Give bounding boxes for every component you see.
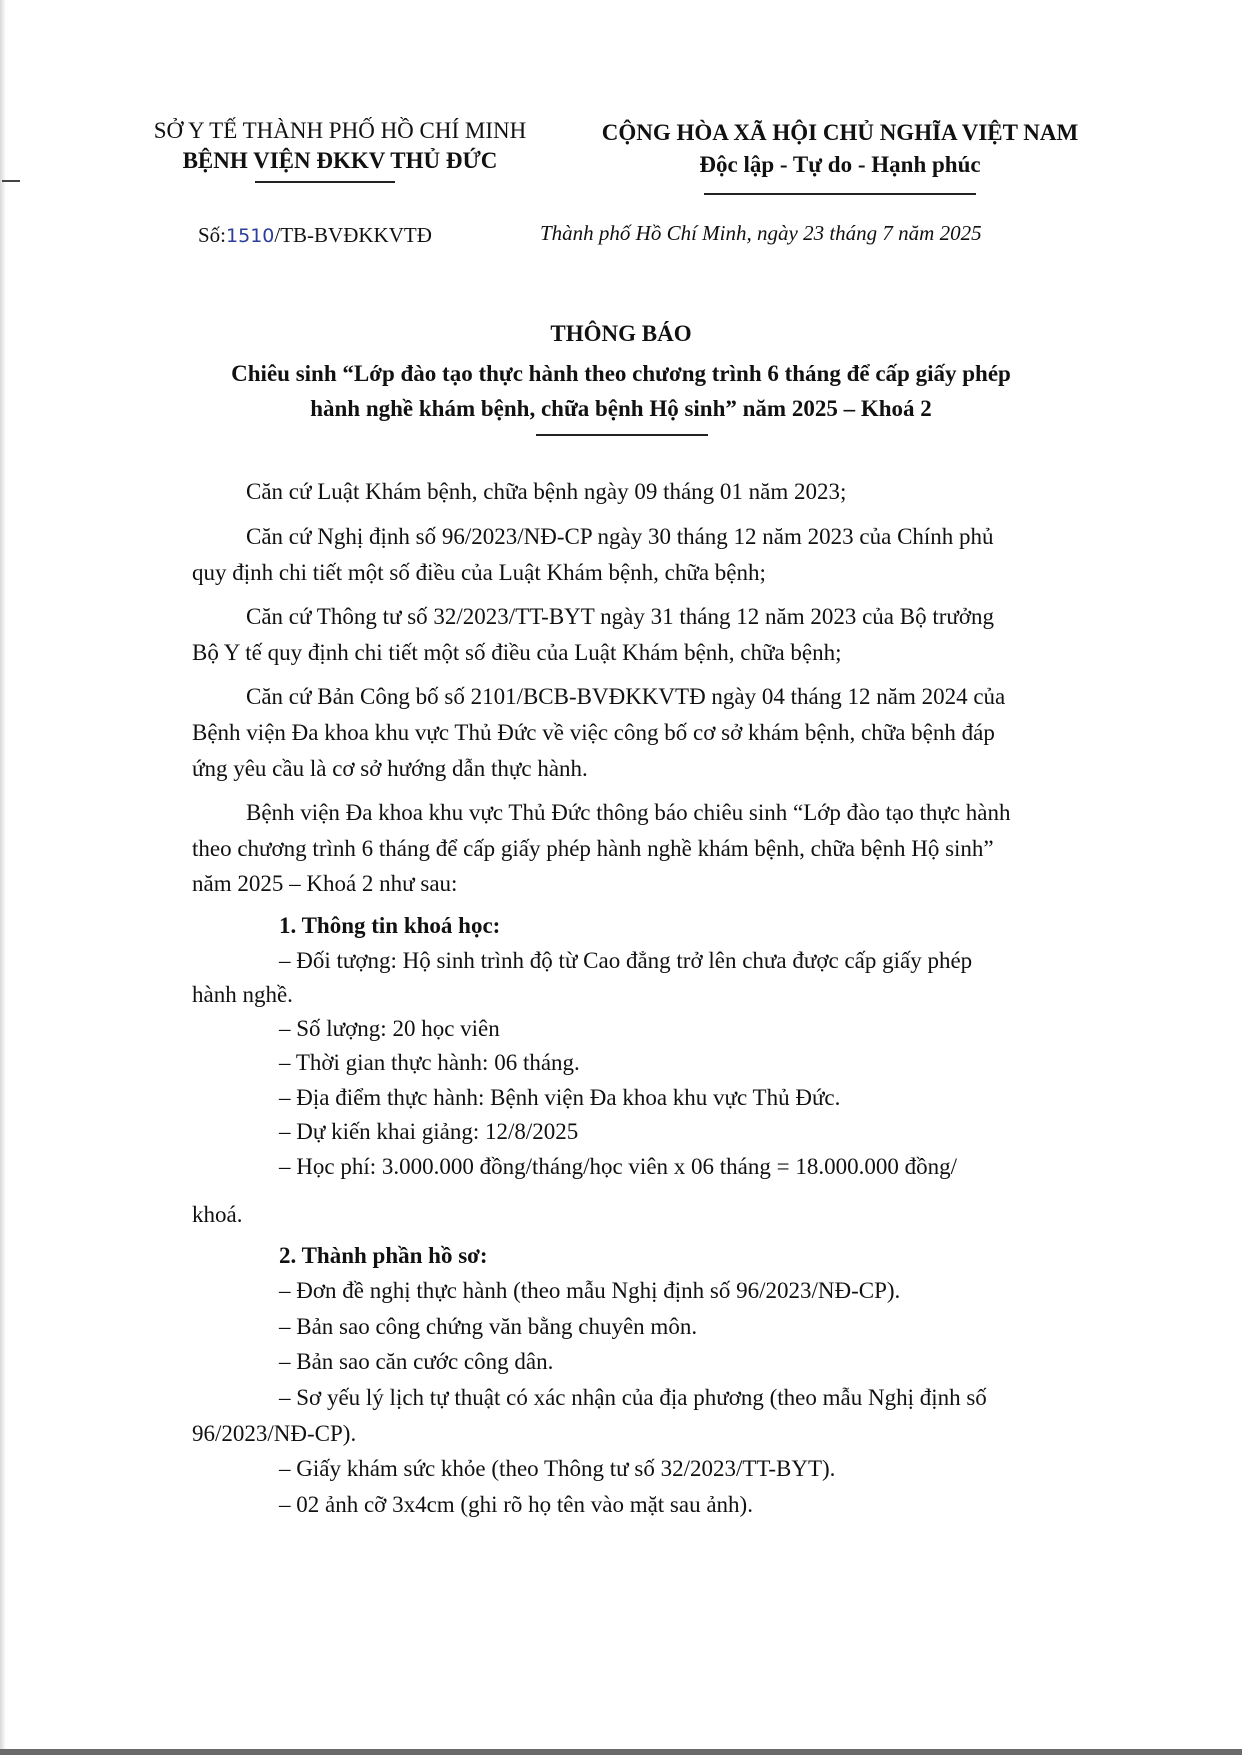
section1-item: – Dự kiến khai giảng: 12/8/2025 [279,1119,579,1144]
header-right-underline [704,193,976,195]
section1-item: khoá. [192,1202,243,1227]
section2-title: 2. Thành phần hồ sơ: [279,1243,488,1268]
document-date: Thành phố Hồ Chí Minh, ngày 23 tháng 7 năm 2025 [540,221,982,245]
intro-line: Bệnh viện Đa khoa khu vực Thủ Đức thông báo chiêu sinh “Lớp đào tạo thực hành [246,800,1011,825]
intro-line: năm 2025 – Khoá 2 như sau: [192,871,458,896]
basis-line: Căn cứ Thông tư số 32/2023/TT-BYT ngày 31 tháng 12 năm 2023 của Bộ trưởng [246,604,995,629]
intro-line: theo chương trình 6 tháng để cấp giấy phép hành nghề khám bệnh, chữa bệnh Hộ sinh” [192,836,994,861]
notice-subtitle-line2: hành nghề khám bệnh, chữa bệnh Hộ sinh” năm 2025 – Khoá 2 [310,396,932,421]
section2-item: – Sơ yếu lý lịch tự thuật có xác nhận của địa phương (theo mẫu Nghị định số [279,1385,987,1410]
basis-line: ứng yêu cầu là cơ sở hướng dẫn thực hành. [192,756,588,781]
section2-item: – Đơn đề nghị thực hành (theo mẫu Nghị định số 96/2023/NĐ-CP). [279,1278,901,1303]
notice-heading: THÔNG BÁO [550,321,692,346]
section2-item: 96/2023/NĐ-CP). [192,1421,357,1446]
section1-item: – Thời gian thực hành: 06 tháng. [279,1050,580,1075]
header-left-underline [255,181,395,183]
section2-item: – Giấy khám sức khỏe (theo Thông tư số 32/2023/TT-BYT). [279,1456,836,1481]
section2-item: – Bản sao công chứng văn bằng chuyên môn. [279,1314,698,1339]
section1-item: hành nghề. [192,982,293,1007]
scan-edge-bottom [0,1749,1242,1755]
header-hospital: BỆNH VIỆN ĐKKV THỦ ĐỨC [182,148,498,173]
notice-subtitle-line1: Chiêu sinh “Lớp đào tạo thực hành theo chương trình 6 tháng để cấp giấy phép [231,361,1011,386]
basis-line: Căn cứ Nghị định số 96/2023/NĐ-CP ngày 30 tháng 12 năm 2023 của Chính phủ [246,524,994,549]
document-number-label: Số: [198,223,227,247]
scan-artifact [2,180,20,182]
section1-item: – Địa điểm thực hành: Bệnh viện Đa khoa khu vực Thủ Đức. [279,1085,841,1110]
document-number-handwritten: 1510 [226,225,275,247]
section1-item: – Số lượng: 20 học viên [279,1016,500,1041]
basis-line: Bộ Y tế quy định chi tiết một số điều của Luật Khám bệnh, chữa bệnh; [192,640,842,665]
basis-line: Căn cứ Luật Khám bệnh, chữa bệnh ngày 09 tháng 01 năm 2023; [246,479,847,504]
basis-line: quy định chi tiết một số điều của Luật Khám bệnh, chữa bệnh; [192,560,766,585]
section2-item: – Bản sao căn cước công dân. [279,1349,554,1374]
document-number [198,223,432,248]
header-national-title: CỘNG HÒA XÃ HỘI CHỦ NGHĨA VIỆT NAM [601,120,1079,145]
basis-line: Bệnh viện Đa khoa khu vực Thủ Đức về việc công bố cơ sở khám bệnh, chữa bệnh đáp [192,720,995,745]
title-underline [536,434,708,436]
section2-item: – 02 ảnh cỡ 3x4cm (ghi rõ họ tên vào mặt sau ảnh). [279,1492,753,1517]
scan-edge-left [0,0,6,1755]
basis-line: Căn cứ Bản Công bố số 2101/BCB-BVĐKKVTĐ ngày 04 tháng 12 năm 2024 của [246,684,1006,709]
section1-item: – Học phí: 3.000.000 đồng/tháng/học viên x 06 tháng = 18.000.000 đồng/ [279,1154,957,1179]
document-number-code: /TB-BVĐKKVTĐ [274,223,432,247]
section1-title: 1. Thông tin khoá học: [279,913,501,938]
header-motto: Độc lập - Tự do - Hạnh phúc [699,152,981,177]
header-agency: SỞ Y TẾ THÀNH PHỐ HỒ CHÍ MINH [153,118,527,143]
section1-item: – Đối tượng: Hộ sinh trình độ từ Cao đẳng trở lên chưa được cấp giấy phép [279,948,973,973]
